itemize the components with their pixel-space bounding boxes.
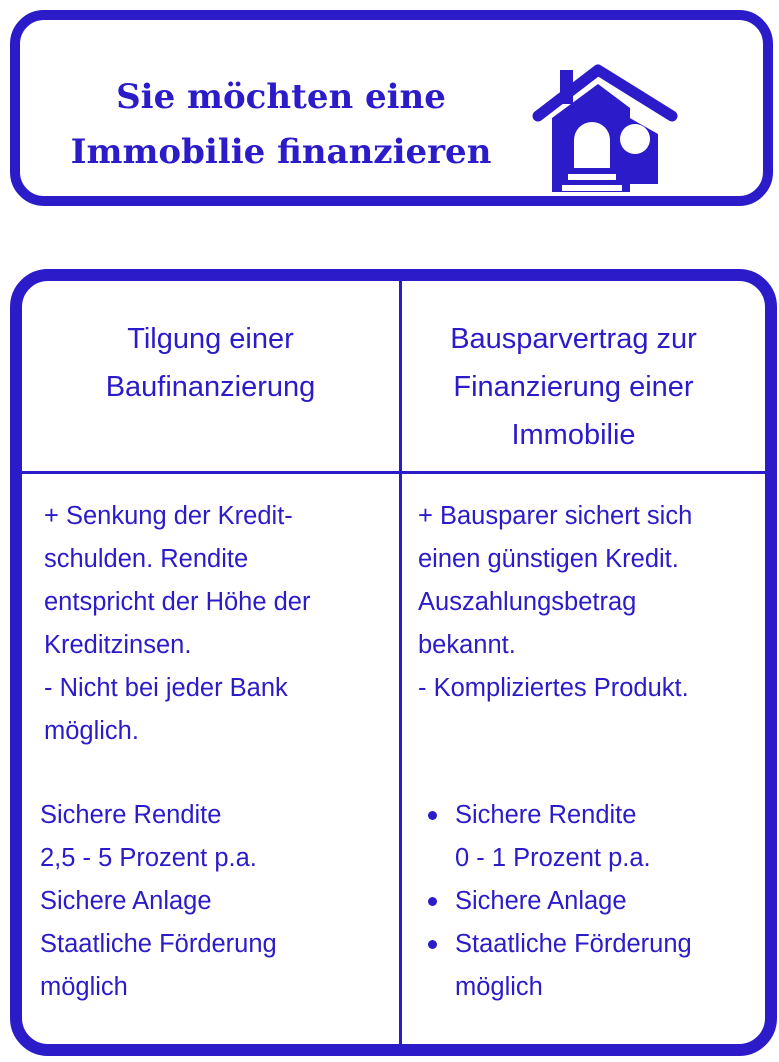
- list-item: Staatliche Förderung: [426, 923, 692, 966]
- left-pros-cons: [44, 495, 310, 753]
- right-heading-line: Bausparvertrag zur: [450, 323, 697, 355]
- right-heading-line: Immobilie: [511, 419, 636, 451]
- title-line-1: Sie möchten eine: [116, 77, 446, 117]
- right-pros-cons-line: + Bausparer sichert sich: [418, 502, 693, 530]
- left-fact-line: Sichere Anlage: [40, 887, 212, 915]
- header-divider: [22, 471, 765, 474]
- right-pros-cons-line: - Kompliziertes Produkt.: [418, 674, 689, 702]
- house-icon: [530, 60, 680, 205]
- left-pros-cons-line: + Senkung der Kredit-: [44, 502, 293, 530]
- left-fact-line: Sichere Rendite: [40, 801, 222, 829]
- list-item: Sichere Rendite: [426, 794, 692, 837]
- list-item: möglich: [455, 973, 543, 1001]
- left-fact-line: möglich: [40, 973, 128, 1001]
- left-facts: [40, 794, 277, 1009]
- list-item: Sichere Anlage: [426, 880, 692, 923]
- title-line-2: Immobilie finanzieren: [70, 132, 492, 172]
- right-heading-line: Finanzierung einer: [453, 371, 694, 403]
- header-card: [10, 10, 773, 206]
- page-title: [20, 70, 542, 180]
- left-heading-line: Tilgung einer: [127, 323, 294, 355]
- left-fact-line: 2,5 - 5 Prozent p.a.: [40, 844, 257, 872]
- right-pros-cons-line: bekannt.: [418, 631, 516, 659]
- comparison-table: [10, 269, 777, 1056]
- left-fact-line: Staatliche Förderung: [40, 930, 277, 958]
- left-column-heading: [22, 315, 399, 411]
- left-pros-cons-line: entspricht der Höhe der: [44, 588, 311, 616]
- list-item: 0 - 1 Prozent p.a.: [455, 844, 651, 872]
- right-column-heading: [402, 315, 745, 459]
- right-pros-cons: [418, 495, 692, 710]
- left-pros-cons-line: möglich.: [44, 717, 139, 745]
- left-pros-cons-line: - Nicht bei jeder Bank: [44, 674, 288, 702]
- left-heading-line: Baufinanzierung: [105, 371, 316, 403]
- left-pros-cons-line: schulden. Rendite: [44, 545, 249, 573]
- left-pros-cons-line: Kreditzinsen.: [44, 631, 192, 659]
- right-pros-cons-line: einen günstigen Kredit.: [418, 545, 679, 573]
- right-pros-cons-line: Auszahlungsbetrag: [418, 588, 637, 616]
- right-facts-list: [426, 794, 692, 1009]
